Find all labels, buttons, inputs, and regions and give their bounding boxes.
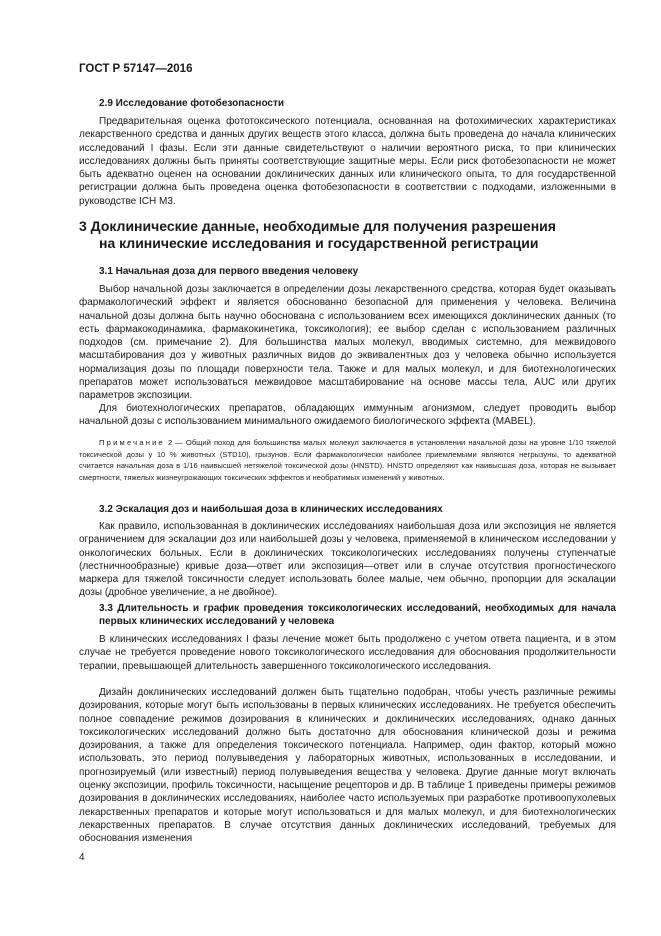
section-3-3-heading: 3.3 Длительность и график проведения токсикологических исследований, необходимых для начала первых клинических исследований у человека: [99, 603, 616, 627]
section-3-1-heading: 3.1 Начальная доза для первого введения человеку: [99, 266, 359, 277]
page-number: 4: [79, 852, 85, 863]
note-text: 2 — Общий поход для большинства малых молекул заключается в установлении начальной дозы на уровне 1/10 тяжелой токсической дозы у 10 % животных (STD10), грызунов. Если фармакологически наиболее приемлемыми являются негрызуны, то адекватной считается начальная доза в 1/16 наивысшей нетяжелой токсической дозы (HNSTD). HNSTD определяют как наивысшая доза, которая не вызывает смертности, тяжелых жизнеугрожающих токсических эффектов и необратимых изменений у животных.: [79, 438, 616, 482]
section-2-9-paragraph: Предварительная оценка фототоксического потенциала, основанная на фотохимических характеристиках лекарственного средства и данных других веществ этого класса, должна быть проведена до начала клинических исследований I фазы. Если эти данные свидетельствуют о наличии вероятного риска, то при клинических исследованиях должны быть приняты соответствующие защитные меры. Если риск фотобезопасности не может быть адекватно оценен на основании доклинических данных или клинического опыта, то для государственной регистрации должна быть проведена оценка фотобезопасности в соответствии с подходами, изложенными в руководстве ICH M3.: [79, 116, 616, 207]
note-2: [79, 437, 616, 483]
section-3-heading-line1: 3 Доклинические данные, необходимые для получения разрешения: [79, 218, 556, 234]
section-3-3-paragraph-1: В клинических исследованиях I фазы лечение может быть продолжено с учетом ответа пациента, и в этом случае не требуется проведение нового токсикологического исследования для обоснования продолжительности терапии, превышающей длительность завершенного токсикологического исследования.: [79, 634, 616, 672]
section-3-1-paragraph-2: Для биотехнологических препаратов, обладающих иммунным агонизмом, следует проводить выбор начальной дозы с использованием минимального ожидаемого биологического эффекта (MABEL).: [79, 403, 616, 428]
section-3-heading-line2: на клинические исследования и государственной регистрации: [99, 235, 539, 251]
section-3-3-paragraph-2: Дизайн доклинических исследований должен быть тщательно подобран, чтобы учесть различные режимы дозирования, которые могут быть использованы в первых клинических исследованиях. Не требуется обеспечить полное совпадение режимов дозирования в клинических и доклинических исследованиях, однако данных токсикологических исследований должно быть достаточно для обоснования клинической дозы и режима дозирования, а также для определения токсического потенциала. Например, один фактор, который можно использовать, это период полувыведения у лабораторных животных, использованных в исследовании, и прогнозируемый (или известный) период полувыведения вещества у человека. Другие данные могут включать оценку экспозиции, профиль токсичности, насыщение рецепторов и др. В таблице 1 приведены примеры режимов дозирования в доклинических исследованиях, наиболее часто используемых при разработке противоопухолевых лекарственных препаратов и которые могут использоваться и для малых молекул, и для биотехнологических лекарственных препаратов. В случае отсутствия данных доклинических исследований, требуемых для обоснования изменения: [79, 687, 616, 845]
section-3-2-paragraph: Как правило, использованная в доклинических исследованиях наибольшая доза или экспозиция не является ограничением для эскалации доз или наибольшей дозы у человека, применяемой в клиническом исследовании у онкологических больных. Если в доклинических токсикологических исследованиях получены ступенчатые (лестничнообразные) кривые доза—ответ или экспозиция—ответ или в случае отсутствия прогностического маркера для тяжелой токсичности следует использовать более малые, чем обычно, пропорции для эскалации дозы (дробное увеличение, а не двойное).: [79, 521, 616, 599]
section-3-1-paragraph-1: Выбор начальной дозы заключается в определении дозы лекарственного средства, которая будет оказывать фармакологический эффект и является обоснованно безопасной для применения у человека. Величина начальной дозы должна быть научно обоснована с использованием всех имеющихся доклинических данных (то есть фармакокодинамика, фармакокинетика, токсикология); ее выбор сделан с использованием различных подходов (см. примечание 2). Для большинства малых молекул, вводимых системно, для межвидового масштабирования доз у животных различных видов до эквивалентных доз у человека обычно используется нормализация дозы по площади поверхности тела. Также и для малых молекул, и для биотехнологических препаратов может использоваться межвидовое масштабирование на основе массы тела, AUC или других параметров экспозиции.: [79, 284, 616, 402]
note-label: Примечание: [99, 438, 165, 447]
section-2-9-heading: 2.9 Исследование фотобезопасности: [99, 98, 285, 109]
section-3-2-heading: 3.2 Эскалация доз и наибольшая доза в клинических исследованиях: [99, 504, 443, 515]
document-header: ГОСТ Р 57147—2016: [79, 63, 193, 75]
section-3-heading: [79, 218, 599, 252]
